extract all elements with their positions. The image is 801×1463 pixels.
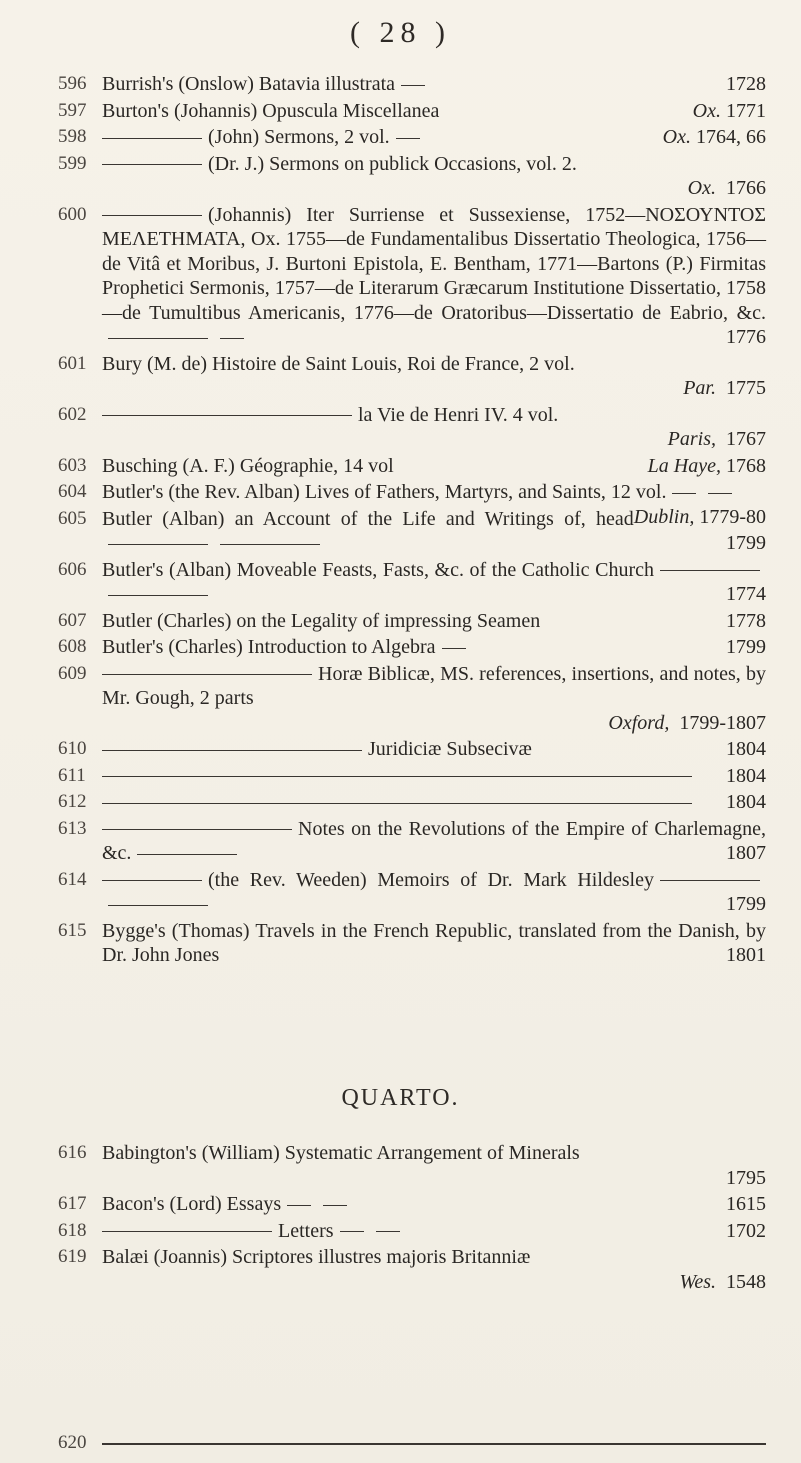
- entry-number: 599: [58, 152, 87, 174]
- dash-rule: [401, 85, 425, 86]
- ditto-rule: [102, 164, 202, 165]
- ditto-rule: [102, 829, 292, 830]
- entry-year: 1804: [726, 738, 766, 760]
- catalogue-entry-598: [58, 125, 766, 150]
- entry-year: 1779-80: [699, 505, 766, 528]
- catalogue-entry-618: [58, 1219, 766, 1244]
- entry-year: 1799: [726, 893, 766, 915]
- entry-text: Bury (M. de) Histoire de Saint Louis, Roi de France, 2 vol.: [102, 352, 575, 375]
- entry-year: 1768: [726, 454, 766, 477]
- dash-rule: [137, 854, 237, 855]
- entry-imprint: Oxford,: [608, 711, 670, 734]
- entry-number: 605: [58, 507, 87, 529]
- dash-rule: [672, 493, 696, 494]
- entry-number: 613: [58, 817, 87, 839]
- ditto-rule: [102, 776, 692, 777]
- entry-year: 1776: [726, 326, 766, 348]
- entry-imprint: Ox.: [662, 126, 691, 148]
- entry-text: (the Rev. Weeden) Memoirs of Dr. Mark Hildesley: [208, 868, 654, 891]
- entry-year: 1799: [726, 636, 766, 658]
- dash-rule: [108, 544, 208, 545]
- entry-text: Busching (A. F.) Géographie, 14 vol: [102, 454, 394, 477]
- entry-text: Balæi (Joannis) Scriptores illustres majoris Britanniæ: [102, 1246, 531, 1268]
- entry-number-620: 620: [58, 1432, 87, 1453]
- catalogue-entry-607: [58, 609, 766, 634]
- ditto-rule: [102, 415, 352, 416]
- catalogue-entry-606: [58, 558, 766, 607]
- entry-year: 1799-1807: [679, 711, 766, 734]
- catalogue-entry-614: [58, 868, 766, 917]
- dash-rule: [108, 905, 208, 906]
- entry-number: 616: [58, 1142, 87, 1163]
- entry-number: 607: [58, 609, 87, 631]
- entry-year: 1767: [726, 428, 766, 450]
- dash-rule: [396, 138, 420, 139]
- entry-number: 610: [58, 738, 87, 759]
- dash-rule: [442, 648, 466, 649]
- ditto-rule: [102, 880, 202, 881]
- catalogue-entry-601: [58, 352, 766, 401]
- entry-imprint: Wes.: [679, 1270, 716, 1293]
- entry-text: Bacon's (Lord) Essays: [102, 1193, 282, 1215]
- entry-year: 1775: [726, 377, 766, 399]
- catalogue-entry-597: [58, 99, 766, 124]
- entry-year: 1728: [726, 73, 766, 95]
- catalogue-entry-612: [58, 790, 766, 815]
- ditto-rule: [102, 674, 312, 675]
- dash-rule: [220, 338, 244, 339]
- catalogue-entry-611: [58, 764, 766, 789]
- catalogue-entry-617: [58, 1192, 766, 1217]
- entry-text: Butler's (Charles) Introduction to Algebra: [102, 636, 436, 658]
- page-number: ( 28 ): [350, 16, 451, 49]
- entry-text: Juridiciæ Subsecivæ: [368, 738, 532, 760]
- entry-text: Burrish's (Onslow) Batavia illustrata: [102, 73, 395, 95]
- entry-year: 1795: [726, 1166, 766, 1189]
- entry-text: Horæ Biblicæ, MS. references, insertions, and notes, by Mr. Gough, 2 parts: [102, 662, 766, 709]
- dash-rule: [220, 544, 320, 545]
- dash-rule: [108, 338, 208, 339]
- entry-year: 1804: [726, 764, 766, 787]
- catalogue-entry-615: [58, 919, 766, 968]
- catalogue-entry-609: [58, 662, 766, 736]
- entry-text: Butler's (Alban) Moveable Feasts, Fasts, &c. of the Catholic Church: [102, 558, 654, 581]
- entry-text: Butler's (the Rev. Alban) Lives of Fathers, Martyrs, and Saints, 12 vol.: [102, 481, 667, 503]
- catalogue-entry-616: [58, 1141, 766, 1190]
- dash-rule: [323, 1205, 347, 1206]
- entry-year: 1774: [726, 583, 766, 605]
- entry-number: 601: [58, 352, 87, 374]
- catalogue-entry-600: [58, 203, 766, 350]
- entry-imprint: Par.: [683, 377, 716, 399]
- dash-rule: [660, 880, 760, 881]
- entry-year: 1801: [726, 944, 766, 966]
- entry-number: 611: [58, 764, 86, 786]
- dash-rule: [340, 1231, 364, 1232]
- entry-text: Butler (Alban) an Account of the Life and Writings of, head: [102, 507, 634, 530]
- entry-text: Letters: [278, 1219, 334, 1242]
- entry-number: 609: [58, 662, 87, 684]
- catalogue-entry-596: [58, 72, 766, 97]
- entry-imprint: Ox.: [687, 177, 716, 199]
- catalogue-entry-619: [58, 1245, 766, 1294]
- ditto-rule: [102, 1231, 272, 1232]
- entry-number: 606: [58, 558, 87, 580]
- entry-year: 1764, 66: [696, 126, 766, 148]
- entry-number: 618: [58, 1219, 87, 1241]
- entry-text: Notes on the Revolutions of the Empire of Charlemagne, &c.: [102, 817, 766, 864]
- ditto-rule: [102, 803, 692, 804]
- dash-rule: [376, 1231, 400, 1232]
- catalogue-entry-605: [58, 507, 766, 556]
- entry-imprint: Dublin,: [633, 505, 695, 528]
- ditto-rule: [102, 215, 202, 216]
- entry-year: 1771: [726, 99, 766, 122]
- entry-number: 598: [58, 126, 87, 147]
- entry-text: (Johannis) Iter Surriense et Sussexiense, 1752—ΝΟΣΟΥΝΤΟΣ ΜΕΛΕΤΗΜΑΤΑ, Ox. 1755—de Fundamentalibus Dissertatio Theologica, 1756—de Vitâ et Moribus, J. Burtoni Epistola, E. Bentham, 1771—Bartons (P.) Firmitas Prophetici Sermonis, 1757—de Literarum Græcarum Institutione Dissertatio, 1758—de Tumultibus Americanis, 1776—de Oratoribus—Dissertatio de Eabrio, &c.: [102, 203, 766, 324]
- entry-year: 1615: [726, 1193, 766, 1215]
- entry-year: 1807: [726, 842, 766, 864]
- catalogue-entries-quarto: [58, 1141, 766, 1296]
- entry-number: 617: [58, 1193, 87, 1214]
- entry-number: 619: [58, 1246, 87, 1267]
- catalogue-entry-603: [58, 454, 766, 479]
- catalogue-entry-602: [58, 403, 766, 452]
- entry-text: (John) Sermons, 2 vol.: [208, 126, 390, 148]
- ditto-rule: [102, 750, 362, 751]
- entry-number: 612: [58, 791, 87, 812]
- catalogue-entry-610: [58, 737, 766, 762]
- entry-year: 1804: [726, 791, 766, 813]
- entry-text: Bygge's (Thomas) Travels in the French Republic, translated from the Danish, by Dr. John Jones: [102, 919, 766, 966]
- entry-year: 1799: [726, 532, 766, 554]
- entry-year: 1778: [726, 609, 766, 632]
- entry-text: Burton's (Johannis) Opuscula Miscellanea: [102, 99, 440, 122]
- entry-number: 596: [58, 73, 87, 94]
- catalogue-entry-599: [58, 152, 766, 201]
- catalogue-entry-608: [58, 635, 766, 660]
- catalogue-entry-613: [58, 817, 766, 866]
- section-heading-quarto: QUARTO.: [341, 1085, 460, 1111]
- entry-number: 597: [58, 99, 87, 121]
- dash-rule: [287, 1205, 311, 1206]
- entry-text: Butler (Charles) on the Legality of impressing Seamen: [102, 609, 541, 632]
- entry-number: 615: [58, 919, 87, 941]
- ditto-rule: [102, 138, 202, 139]
- entry-imprint: Ox.: [692, 99, 721, 122]
- dash-rule: [660, 570, 760, 571]
- ditto-rule-620: [102, 1443, 766, 1445]
- entry-number: 604: [58, 481, 87, 502]
- entry-text: la Vie de Henri IV. 4 vol.: [358, 403, 559, 426]
- catalogue-entries-octavo: [58, 72, 766, 970]
- entry-number: 608: [58, 636, 87, 657]
- dash-rule: [708, 493, 732, 494]
- entry-number: 614: [58, 868, 87, 890]
- entry-number: 603: [58, 454, 87, 476]
- entry-text: Babington's (William) Systematic Arrangement of Minerals: [102, 1142, 580, 1164]
- entry-year: 1702: [726, 1219, 766, 1242]
- entry-imprint: La Haye,: [647, 454, 721, 477]
- entry-text: (Dr. J.) Sermons on publick Occasions, vol. 2.: [208, 152, 577, 175]
- entry-year: 1548: [726, 1270, 766, 1293]
- entry-number: 602: [58, 403, 87, 425]
- entry-imprint: Paris,: [667, 428, 716, 450]
- entry-year: 1766: [726, 177, 766, 199]
- dash-rule: [108, 595, 208, 596]
- entry-number: 600: [58, 203, 87, 225]
